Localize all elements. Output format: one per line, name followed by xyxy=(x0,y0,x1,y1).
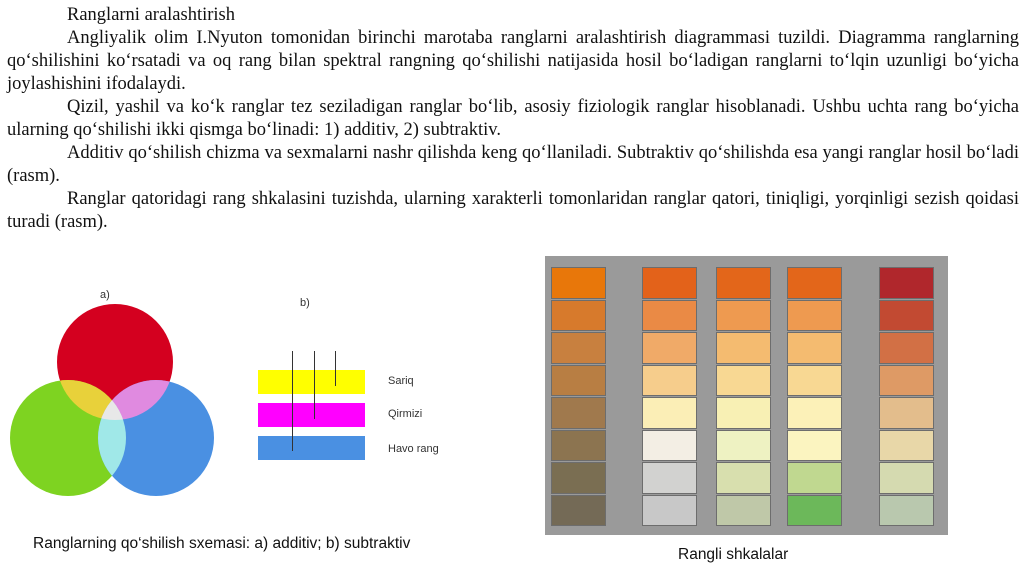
scale-swatch xyxy=(787,332,842,364)
scale-swatch xyxy=(642,300,697,332)
scale-swatch xyxy=(716,365,771,397)
scale-swatch xyxy=(787,267,842,299)
scale-swatch xyxy=(642,332,697,364)
blue-bar xyxy=(258,436,365,460)
scale-column xyxy=(551,267,606,527)
scale-swatch xyxy=(551,462,606,494)
blue-bar-label: Havo rang xyxy=(388,443,439,455)
scale-swatch xyxy=(716,332,771,364)
scale-column xyxy=(716,267,771,527)
scale-swatch xyxy=(879,300,934,332)
document-body xyxy=(7,4,1019,234)
scale-swatch xyxy=(787,430,842,462)
scale-swatch xyxy=(551,495,606,527)
scale-swatch xyxy=(787,462,842,494)
additive-diagram xyxy=(10,285,230,500)
scale-swatch xyxy=(642,430,697,462)
scale-swatch xyxy=(879,365,934,397)
scale-swatch xyxy=(642,397,697,429)
yellow-bar-label: Sariq xyxy=(388,375,414,387)
scale-swatch xyxy=(551,430,606,462)
yellow-bar xyxy=(258,370,365,394)
scale-swatch xyxy=(787,365,842,397)
additive-circles-svg xyxy=(10,285,230,500)
scale-swatch xyxy=(787,495,842,527)
paragraph-3: Additiv qo‘shilish chizma va sexmalarni nashr qilishda keng qo‘llaniladi. Subtraktiv qo‘shilishda esa yangi ranglar hosil bo‘ladi (rasm). xyxy=(7,143,1019,186)
subtractive-diagram xyxy=(240,285,450,495)
scale-swatch xyxy=(879,397,934,429)
scale-swatch xyxy=(716,462,771,494)
scale-swatch xyxy=(879,430,934,462)
scale-swatch xyxy=(879,267,934,299)
scale-swatch xyxy=(551,267,606,299)
scale-column xyxy=(787,267,842,527)
magenta-bar xyxy=(258,403,365,427)
scale-column xyxy=(879,267,934,527)
paragraph-1: Angliyalik olim I.Nyuton tomonidan birinchi marotaba ranglarni aralashtirish diagrammasi tuzildi. Diagramma ranglarning qo‘shilishini ko‘rsatadi va oq rang bilan spektral rangning qo‘shilishi natijasida hosil bo‘ladigan ranglarni to‘lqin uzunligi bo‘yicha joylashishini ifodalaydi. xyxy=(7,28,1019,94)
figure-a-label: a) xyxy=(100,289,110,301)
scale-swatch xyxy=(879,495,934,527)
scale-swatch xyxy=(787,300,842,332)
light-ray-line xyxy=(292,351,293,451)
paragraph-4: Ranglar qatoridagi rang shkalasini tuzishda, ularning xarakterli tomonlaridan ranglar qatori, tiniqligi, yorqinligi sezish qoidasi turadi (rasm). xyxy=(7,189,1019,232)
scale-swatch xyxy=(551,300,606,332)
color-scales-panel xyxy=(545,256,948,535)
scale-swatch xyxy=(642,462,697,494)
scale-swatch xyxy=(879,462,934,494)
scale-swatch xyxy=(642,495,697,527)
document-title: Ranglarni aralashtirish xyxy=(67,5,235,25)
scale-swatch xyxy=(716,300,771,332)
scale-swatch xyxy=(551,397,606,429)
mixing-caption: Ranglarning qo‘shilish sxemasi: a) additiv; b) subtraktiv xyxy=(33,535,411,552)
light-ray-line xyxy=(335,351,336,386)
scale-swatch xyxy=(787,397,842,429)
scale-swatch xyxy=(642,365,697,397)
figure-b-label: b) xyxy=(300,297,310,309)
scale-swatch xyxy=(716,267,771,299)
scale-swatch xyxy=(716,495,771,527)
scale-swatch xyxy=(551,365,606,397)
magenta-bar-label: Qirmizi xyxy=(388,408,423,420)
scale-column xyxy=(642,267,697,527)
scale-swatch xyxy=(551,332,606,364)
scales-caption: Rangli shkalalar xyxy=(678,546,789,563)
scale-swatch xyxy=(716,430,771,462)
scale-swatch xyxy=(716,397,771,429)
scale-swatch xyxy=(879,332,934,364)
scale-swatch xyxy=(642,267,697,299)
light-ray-line xyxy=(314,351,315,419)
paragraph-2: Qizil, yashil va ko‘k ranglar tez seziladigan ranglar bo‘lib, asosiy fiziologik ranglar hisoblanadi. Ushbu uchta rang bo‘yicha ularning qo‘shilishi ikki qismga bo‘linadi: 1) additiv, 2) subtraktiv. xyxy=(7,97,1019,140)
